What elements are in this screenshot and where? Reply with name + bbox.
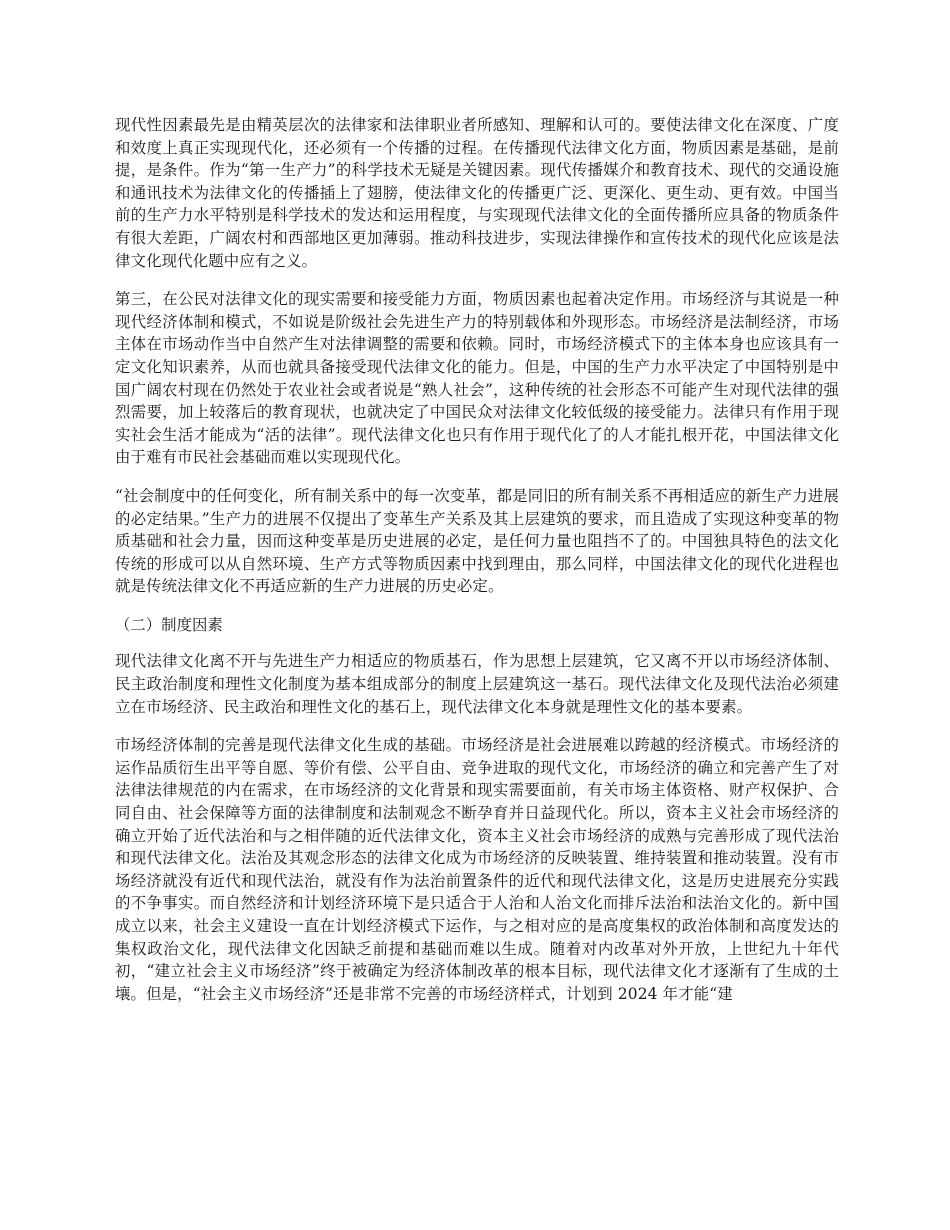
- paragraph-1: 现代性因素最先是由精英层次的法律家和法律职业者所感知、理解和认可的。要使法律文化在深度、广度和效度上真正实现现代化，还必须有一个传播的过程。在传播现代法律文化方面，物质因素是基础，是前提，是条件。作为“第一生产力”的科学技术无疑是关键因素。现代传播媒介和教育技术、现代的交通设施和通讯技术为法律文化的传播插上了翅膀，使法律文化的传播更广泛、更深化、更生动、更有效。中国当前的生产力水平特别是科学技术的发达和运用程度，与实现现代法律文化的全面传播所应具备的物质条件有很大差距，广阔农村和西部地区更加薄弱。推动科技进步，实现法律操作和宣传技术的现代化应该是法律文化现代化题中应有之义。: [115, 116, 839, 270]
- paragraph-4: 现代法律文化离不开与先进生产力相适应的物质基石，作为思想上层建筑，它又离不开以市场经济体制、民主政治制度和理性文化制度为基本组成部分的制度上层建筑这一基石。现代法律文化及现代法治必须建立在市场经济、民主政治和理性文化的基石上，现代法律文化本身就是理性文化的基本要素。: [115, 652, 839, 716]
- document-body: [115, 114, 839, 1021]
- paragraph-2: 第三，在公民对法律文化的现实需要和接受能力方面，物质因素也起着决定作用。市场经济与其说是一种现代经济体制和模式，不如说是阶级社会先进生产力的特别载体和外现形态。市场经济是法制经济，市场主体在市场动作当中自然产生对法律调整的需要和依赖。同时，市场经济模式下的主体本身也应该具有一定文化知识素养，从而也就具备接受现代法律文化的能力。但是，中国的生产力水平决定了中国特别是中国广阔农村现在仍然处于农业社会或者说是“熟人社会”，这种传统的社会形态不可能产生对现代法律的强烈需要，加上较落后的教育现状，也就决定了中国民众对法律文化较低级的接受能力。法律只有作用于现实社会生活才能成为“活的法律”。现代法律文化也只有作用于现代化了的人才能扎根开花，中国法律文化由于难有市民社会基础而难以实现现代化。: [115, 290, 839, 467]
- section-heading: （二）制度因素: [115, 615, 223, 634]
- paragraph-5: 市场经济体制的完善是现代法律文化生成的基础。市场经济是社会进展难以跨越的经济模式。市场经济的运作品质衍生出平等自愿、等价有偿、公平自由、竞争进取的现代文化，市场经济的确立和完善产生了对法律法律规范的内在需求，在市场经济的文化背景和现实需要面前，有关市场主体资格、财产权保护、合同自由、社会保障等方面的法律制度和法制观念不断孕育并日益现代化。所以，资本主义社会市场经济的确立开始了近代法治和与之相伴随的近代法律文化，资本主义社会市场经济的成熟与完善形成了现代法治和现代法律文化。法治及其观念形态的法律文化成为市场经济的反映装置、维持装置和推动装置。没有市场经济就没有近代和现代法治，就没有作为法治前置条件的近代和现代法律文化，这是历史进展充分实践的不争事实。而自然经济和计划经济环境下是只适合于人治和人治文化而排斥法治和法治文化的。新中国成立以来，社会主义建设一直在计划经济模式下运作，与之相对应的是高度集权的政治体制和高度发达的集权政治文化，现代法律文化因缺乏前提和基础而难以生成。随着对内改革对外开放，上世纪九十年代初，“建立社会主义市场经济”终于被确定为经济体制改革的根本目标，现代法律文化才逐渐有了生成的土壤。但是，“社会主义市场经济”还是非常不完善的市场经济样式，计划到 2024 年才能“建: [115, 736, 839, 1003]
- paragraph-3: “社会制度中的任何变化，所有制关系中的每一次变革，都是同旧的所有制关系不再相适应的新生产力进展的必定结果。”生产力的进展不仅提出了变革生产关系及其上层建筑的要求，而且造成了实现这种变革的物质基础和社会力量，因而这种变革是历史进展的必定，是任何力量也阻挡不了的。中国独具特色的法文化传统的形成可以从自然环境、生产方式等物质因素中找到理由，那么同样，中国法律文化的现代化进程也就是传统法律文化不再适应新的生产力进展的历史必定。: [115, 486, 839, 596]
